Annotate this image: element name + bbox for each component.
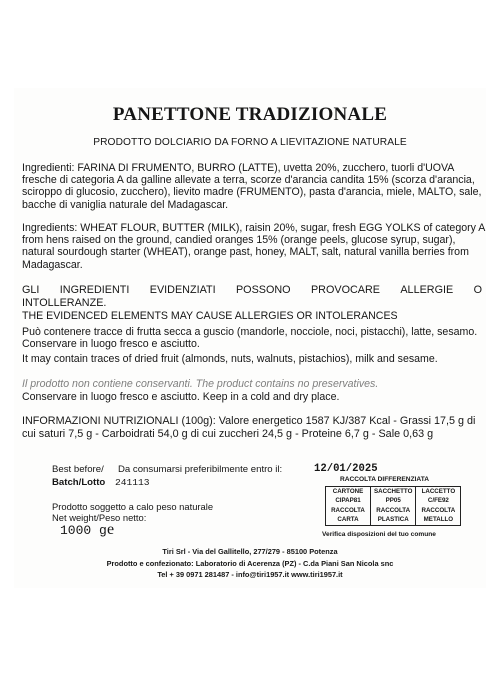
- recycling-note: Verifica disposizioni del tuo comune: [322, 531, 436, 538]
- recycling-cell: CARTONE: [326, 487, 371, 497]
- ingredients-english: [22, 222, 490, 271]
- net-weight-label: Net weight/Peso netto:: [52, 511, 147, 523]
- storage-note: Conservare in luogo fresco e asciutto. Keep in a cold and dry place.: [22, 391, 340, 403]
- expiry-date: 12/01/2025: [314, 463, 378, 475]
- recycling-row: [326, 487, 461, 497]
- recycling-cell: C/FE92: [416, 496, 461, 505]
- recycling-cell: SACCHETTO: [371, 487, 416, 497]
- ingredients-english-text: Ingredients: WHEAT FLOUR, BUTTER (MILK), raisin 20%, sugar, fresh EGG YOLKS of category A from hens raised on the ground, candied oranges 15% (orange peels, glucose syrup, sugar), natural sourdough starter (WHEAT), orange past, honey, MALT, salt, natural vanilla berries from Madagascar.: [22, 222, 485, 271]
- allergen-word-row: [22, 284, 490, 297]
- company-contacts: Tel + 39 0971 281487 - info@tiri1957.it www.tiri1957.it: [157, 570, 343, 579]
- recycling-cell: RACCOLTA: [326, 506, 371, 515]
- recycling-cell: METALLO: [416, 515, 461, 525]
- producer-address: Prodotto e confezionato: Laboratorio di Acerenza (PZ) - C.da Piani San Nicola snc: [106, 559, 394, 568]
- allergen-word: ALLERGIE: [400, 284, 454, 296]
- recycling-row: [326, 506, 461, 515]
- recycling-table: [325, 486, 461, 526]
- allergen-word: PROVOCARE: [310, 284, 380, 296]
- allergen-warning-english: THE EVIDENCED ELEMENTS MAY CAUSE ALLERGIES OR INTOLERANCES: [22, 310, 398, 322]
- company-address: Tiri Srl - Via del Gallitello, 277/279 - 85100 Potenza: [162, 547, 338, 556]
- weight-notes: [52, 502, 213, 523]
- recycling-cell: CARTA: [326, 515, 371, 525]
- batch-label: Batch/Lotto: [52, 477, 106, 488]
- allergen-warning-italian: [22, 284, 490, 310]
- consume-by-label: Da consumarsi preferibilmente entro il:: [118, 464, 283, 475]
- nutrition-info: INFORMAZIONI NUTRIZIONALI (100g): Valore energetico 1587 KJ/387 Kcal - Grassi 17,5 g di cui saturi 7,5 g - Carboidrati 54,0 g di cui zuccheri 24,5 g - Proteine 6,7 g - Sale 0,63 g: [22, 415, 476, 440]
- recycling-cell: PLASTICA: [371, 515, 416, 525]
- recycling-cell: RACCOLTA: [371, 506, 416, 515]
- allergen-word: EVIDENZIATI: [149, 284, 216, 296]
- recycling-title: RACCOLTA DIFFERENZIATA: [340, 476, 430, 483]
- ingredients-italian: [22, 162, 490, 211]
- traces-italian: Può contenere tracce di frutta secca a guscio (mandorle, nocciole, noci, pistacchi), latte, sesamo. Conservare in luogo fresco e asciutto.: [22, 326, 478, 351]
- traces-english: It may contain traces of dried fruit (almonds, nuts, walnuts, pistachios), milk and sesame.: [22, 353, 438, 365]
- recycling-cell: PP05: [371, 496, 416, 505]
- recycling-row: [326, 496, 461, 505]
- weight-loss-note: Prodotto soggetto a calo peso naturale: [52, 501, 214, 512]
- allergen-italian-line2: INTOLLERANZE.: [22, 297, 107, 309]
- recycling-cell: CIPAP81: [326, 496, 371, 505]
- allergen-word: GLI: [22, 284, 40, 296]
- preservatives-note: Il prodotto non contiene conservanti. The product contains no preservatives.: [22, 378, 379, 390]
- allergen-word: INGREDIENTI: [59, 284, 130, 296]
- product-subtitle: PRODOTTO DOLCIARIO DA FORNO A LIEVITAZIONE NATURALE: [93, 137, 407, 148]
- batch-number: 241113: [115, 477, 150, 488]
- allergen-word: POSSONO: [235, 284, 291, 296]
- recycling-cell: RACCOLTA: [416, 506, 461, 515]
- ingredients-italian-text: Ingredienti: FARINA DI FRUMENTO, BURRO (LATTE), uvetta 20%, zucchero, tuorli d'UOVA fresche di categoria A da galline allevate a terra, scorze d'arancia candita 15% (scorza d'arancia, sciroppo di glucosio, zucchero), lievito madre (FRUMENTO), pasta d'arancia, miele, MALTO, sale, bacche di vaniglia naturale del Madagascar.: [22, 162, 482, 211]
- estimated-sign-icon: e: [107, 521, 115, 538]
- product-title: PANETTONE TRADIZIONALE: [112, 104, 388, 125]
- net-weight-value: 1000 g: [60, 523, 107, 538]
- allergen-word: O: [473, 284, 482, 296]
- recycling-row: [326, 515, 461, 525]
- recycling-cell: LACCETTO: [416, 487, 461, 497]
- best-before-label: Best before/: [52, 464, 104, 475]
